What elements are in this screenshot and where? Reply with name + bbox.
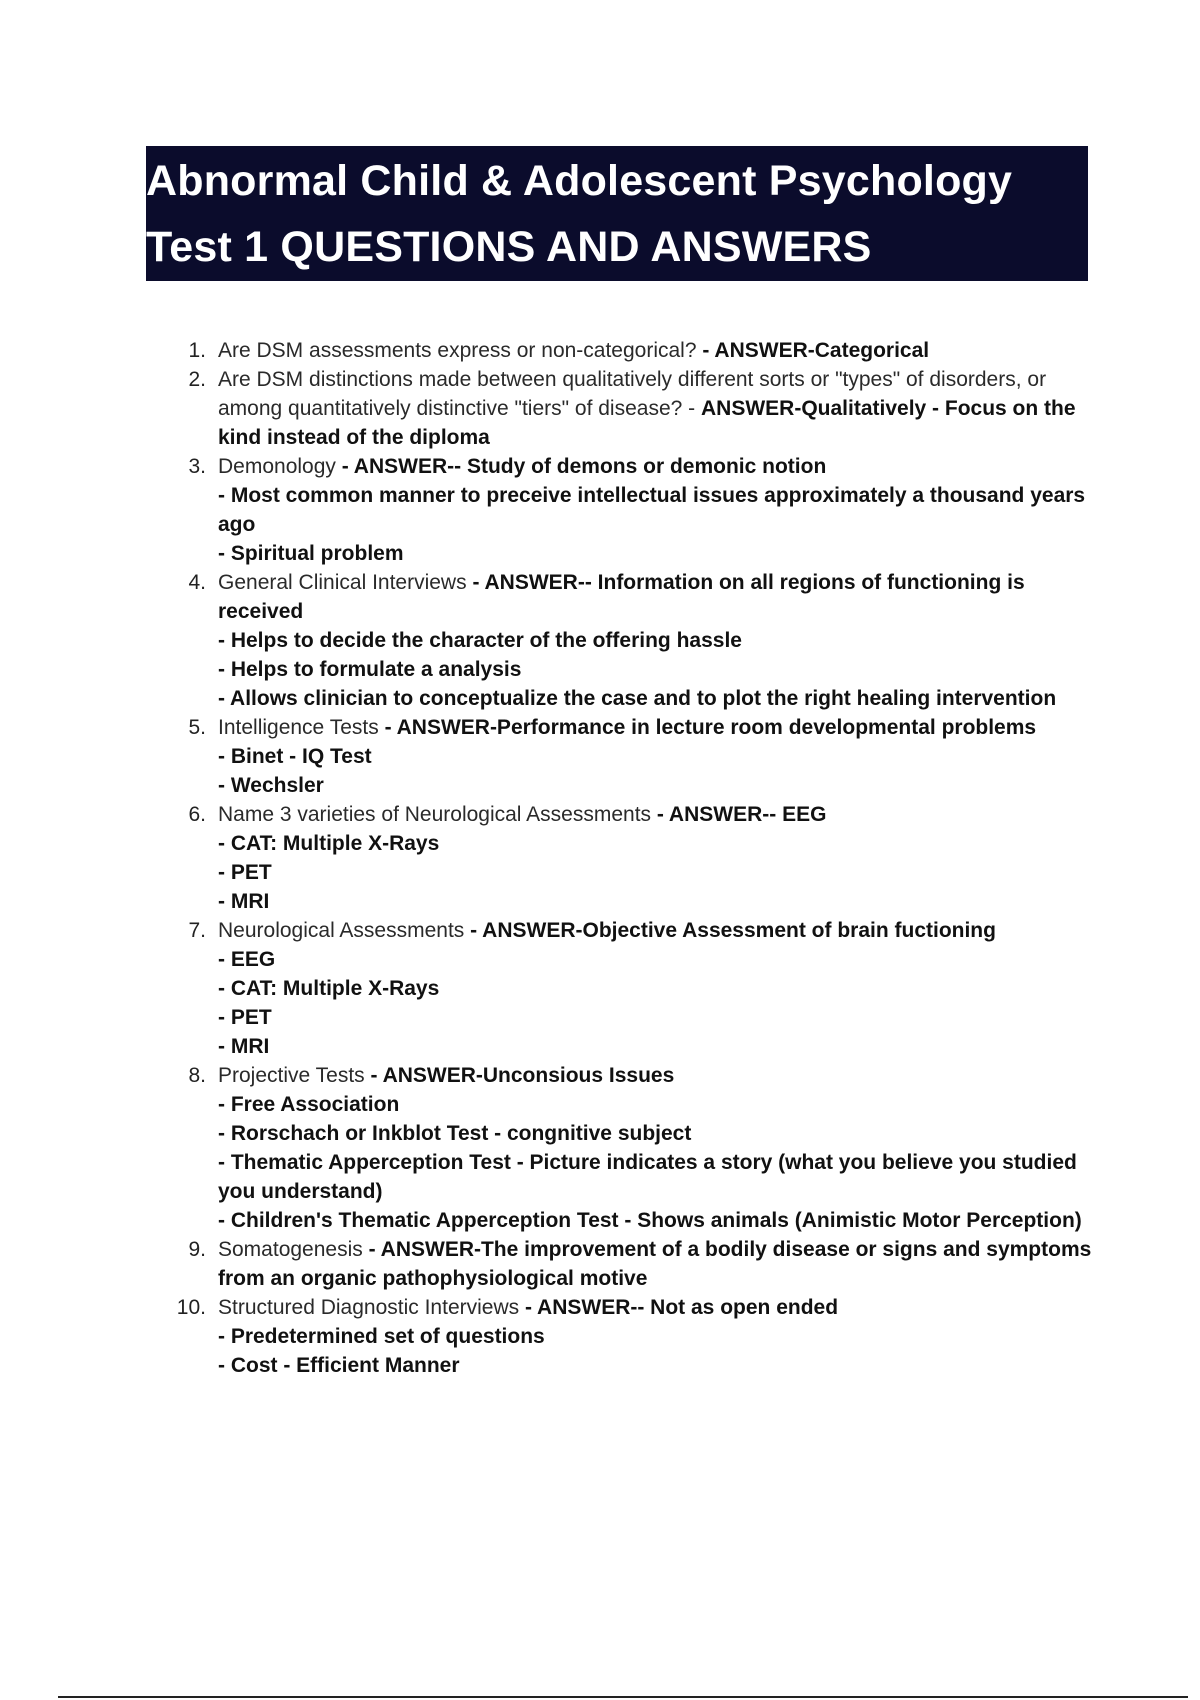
qa-item-3 [176, 452, 1096, 568]
answer-detail-line: - Children's Thematic Apperception Test - Shows animals (Animistic Motor Perception) [218, 1209, 1082, 1232]
answer-text: - ANSWER-Performance in lecture room developmental problems [384, 716, 1037, 739]
item-number: 3. [188, 455, 206, 478]
answer-text: - ANSWER-Objective Assessment of brain fuctioning [470, 919, 996, 942]
qa-item-8 [176, 1061, 1096, 1235]
answer-detail-line: - Most common manner to preceive intellectual issues approximately a thousand years ago [218, 484, 1086, 536]
answer-text: - ANSWER-Categorical [702, 339, 930, 362]
answer-detail-line: - Binet - IQ Test [218, 745, 372, 768]
item-number: 5. [188, 716, 206, 739]
qa-item-9 [176, 1235, 1096, 1293]
qa-item-10 [176, 1293, 1096, 1380]
answer-detail-line: - Helps to formulate a analysis [218, 658, 522, 681]
answer-text: - ANSWER-Unconsious Issues [370, 1064, 675, 1087]
question-text: Demonology [218, 455, 336, 478]
item-number: 7. [188, 919, 206, 942]
answer-detail-line: - PET [218, 1006, 272, 1029]
qa-item-5 [176, 713, 1096, 800]
answer-text: - ANSWER-- EEG [656, 803, 827, 826]
answer-detail-line: - Predetermined set of questions [218, 1325, 545, 1348]
answer-text: - ANSWER-- Study of demons or demonic notion [341, 455, 827, 478]
item-number: 8. [188, 1064, 206, 1087]
document-title-banner [146, 146, 1088, 281]
answer-detail-line: - MRI [218, 1035, 270, 1058]
answer-detail-line: - CAT: Multiple X-Rays [218, 977, 440, 1000]
item-number: 6. [188, 803, 206, 826]
item-number: 2. [188, 368, 206, 391]
answer-detail-line: - Helps to decide the character of the offering hassle [218, 629, 742, 652]
answer-detail-line: - EEG [218, 948, 276, 971]
item-number: 9. [188, 1238, 206, 1261]
answer-text: - ANSWER-- Not as open ended [524, 1296, 839, 1319]
answer-detail-line: - CAT: Multiple X-Rays [218, 832, 440, 855]
qa-item-6 [176, 800, 1096, 916]
answer-text: ANSWER-Qualitatively - Focus on the kind instead of the diploma [218, 397, 1076, 449]
answer-detail-line: - Wechsler [218, 774, 324, 797]
answer-detail-line: - PET [218, 861, 272, 884]
answer-text: - ANSWER-- Information on all regions of functioning is received [218, 571, 1025, 623]
item-number: 4. [188, 571, 206, 594]
question-text: Are DSM assessments express or non-categorical? [218, 339, 697, 362]
answer-detail-line: - Allows clinician to conceptualize the case and to plot the right healing intervention [218, 687, 1057, 710]
answer-detail-line: - Free Association [218, 1093, 400, 1116]
qa-item-1 [176, 336, 1096, 365]
answer-detail-line: - Thematic Apperception Test - Picture indicates a story (what you believe you studied you understand) [218, 1151, 1077, 1203]
qa-item-4 [176, 568, 1096, 713]
question-text: Name 3 varieties of Neurological Assessments [218, 803, 652, 826]
answer-detail-line: - MRI [218, 890, 270, 913]
question-answer-list [176, 336, 1096, 1380]
question-text: Projective Tests [218, 1064, 365, 1087]
footer-divider [58, 1696, 1188, 1698]
item-number: 10. [176, 1296, 206, 1319]
document-title-line-1: Abnormal Child & Adolescent Psychology [146, 157, 1013, 205]
answer-detail-line: - Cost - Efficient Manner [218, 1354, 460, 1377]
qa-item-2 [176, 365, 1096, 452]
question-text: Intelligence Tests [218, 716, 379, 739]
question-text: Structured Diagnostic Interviews [218, 1296, 520, 1319]
question-text: Somatogenesis [218, 1238, 363, 1261]
question-text: General Clinical Interviews [218, 571, 467, 594]
qa-item-7 [176, 916, 1096, 1061]
answer-text: - ANSWER-The improvement of a bodily disease or signs and symptoms from an organic pathophysiological motive [218, 1238, 1092, 1290]
answer-detail-line: - Rorschach or Inkblot Test - congnitive subject [218, 1122, 692, 1145]
question-text: Are DSM distinctions made between qualitatively different sorts or "types" of disorders, or among quantitatively distinctive "tiers" of disease? - [218, 368, 1047, 420]
item-number: 1. [188, 339, 206, 362]
answer-detail-line: - Spiritual problem [218, 542, 404, 565]
question-text: Neurological Assessments [218, 919, 465, 942]
document-title-line-2: Test 1 QUESTIONS AND ANSWERS [146, 223, 872, 271]
